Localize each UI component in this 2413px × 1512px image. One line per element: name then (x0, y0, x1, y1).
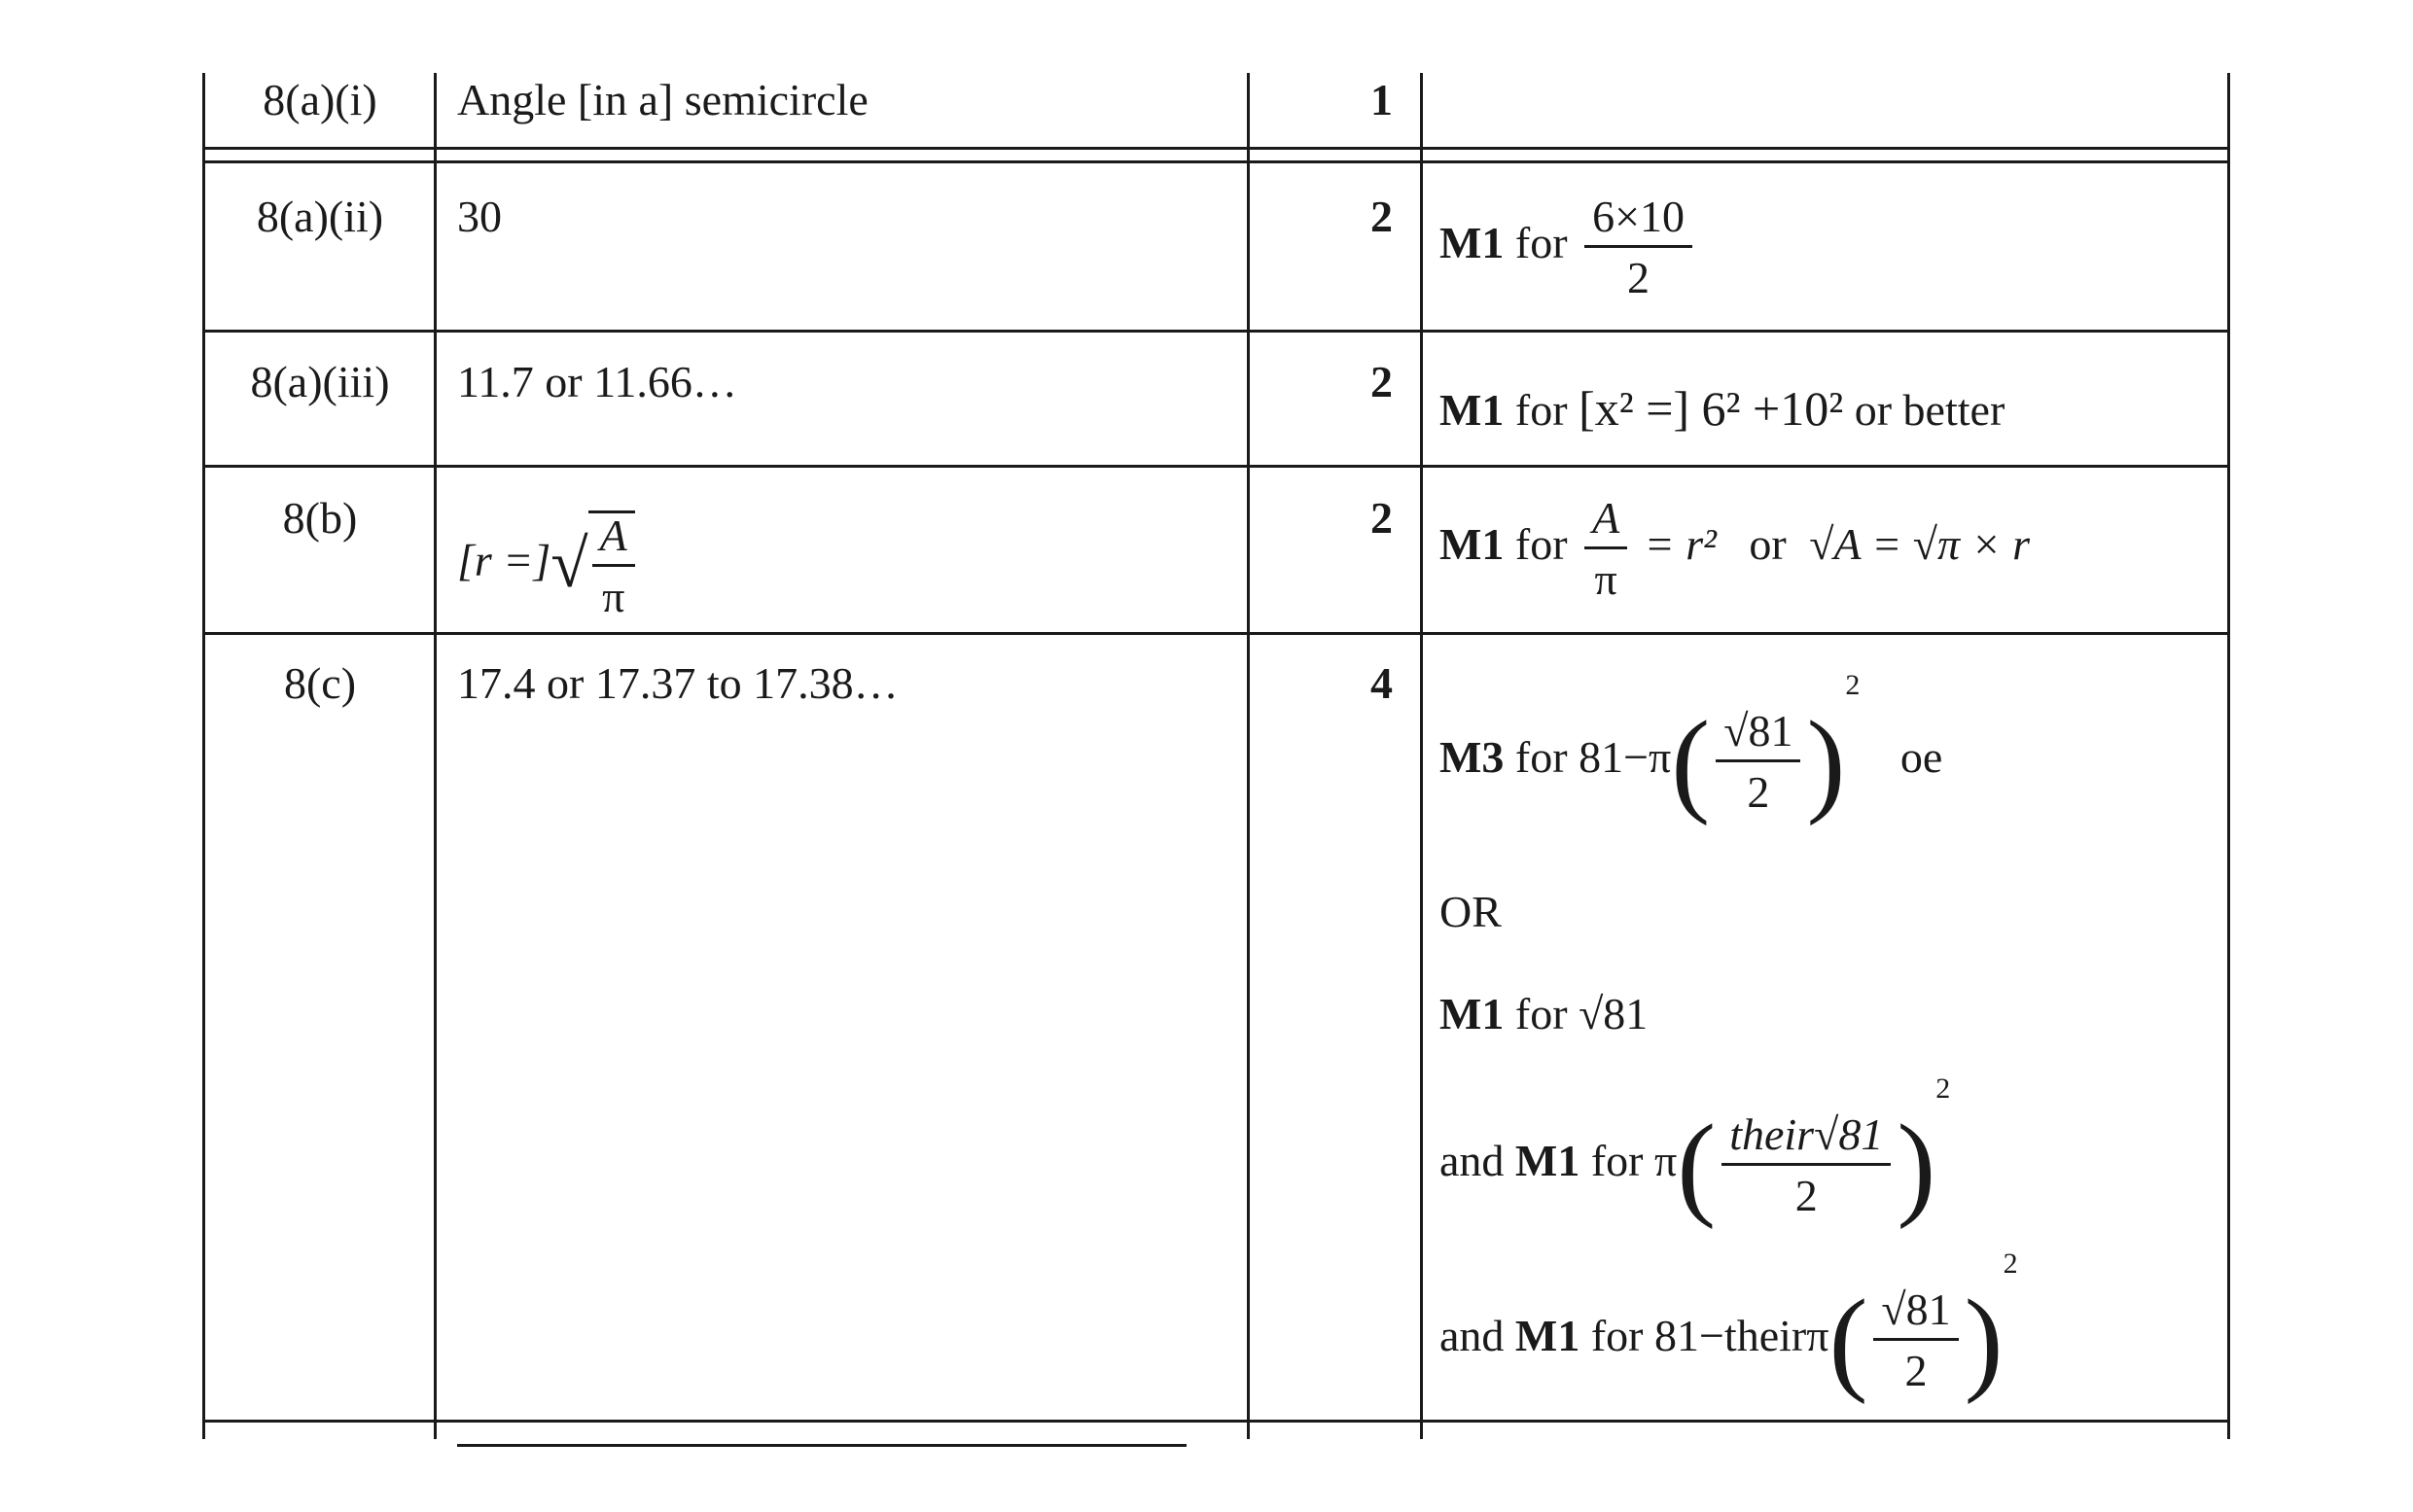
mark-8aii: 2 (1370, 192, 1393, 241)
row-divider-1a (202, 147, 2230, 150)
mark-8c: 4 (1370, 658, 1393, 708)
row-divider-1b (202, 160, 2230, 163)
answer-8ai: Angle [in a] semicircle (457, 75, 869, 124)
for-text: for (1514, 519, 1568, 570)
fraction (1721, 1108, 1891, 1220)
row-divider-2 (202, 330, 2230, 333)
guidance-8c-m1c (1439, 1248, 2018, 1405)
left-paren: ( (1677, 1100, 1717, 1230)
fraction-denominator: 2 (1794, 1170, 1818, 1220)
answer-8aii: 30 (457, 192, 502, 241)
exponent: 2 (2003, 1248, 2018, 1280)
guidance-8c-m1b (1439, 1072, 1951, 1230)
radicand-denominator: π (602, 572, 625, 621)
method-mark: M1 (1514, 1311, 1580, 1360)
expression-lead: 81−theirπ (1653, 1311, 1829, 1360)
answer-8c: 17.4 or 17.37 to 17.38… (457, 658, 899, 708)
fraction (1584, 493, 1627, 604)
row-divider-5 (202, 1420, 2230, 1423)
expression: √81 (1579, 989, 1649, 1038)
or-separator: OR (1439, 887, 1502, 936)
guidance-8aiii (1439, 381, 2005, 436)
or-text: or (1749, 519, 1787, 570)
method-mark: M1 (1439, 385, 1505, 435)
method-mark: M3 (1439, 732, 1505, 782)
left-paren: ( (1671, 696, 1711, 826)
radical-sign: √ (550, 527, 588, 602)
expression: [x² =] 6² +10² (1579, 381, 1844, 436)
question-8ai: 8(a)(i) (263, 75, 377, 124)
method-mark: M1 (1439, 989, 1505, 1038)
answer-8aiii: 11.7 or 11.66… (457, 357, 737, 406)
fraction-numerator: √81 (1873, 1287, 1958, 1341)
fraction-denominator: 2 (1904, 1345, 1928, 1395)
fraction (1584, 194, 1692, 300)
fraction-numerator: √81 (1716, 709, 1800, 762)
mark-8ai: 1 (1370, 75, 1393, 124)
column-divider-3 (1420, 73, 1423, 1439)
guidance-8c-m1a (1439, 989, 1649, 1038)
exponent: 2 (1845, 669, 1861, 701)
question-8c: 8(c) (283, 658, 357, 708)
guidance-8b (1439, 493, 2031, 604)
fraction (1716, 705, 1800, 817)
for-text: for (1514, 732, 1568, 782)
answer-8b (457, 510, 641, 619)
expression-lead: 81−π (1579, 732, 1672, 782)
left-paren: ( (1828, 1275, 1868, 1405)
for-text: for (1590, 1136, 1644, 1185)
right-paren: ) (1806, 696, 1846, 826)
mark-8aiii: 2 (1370, 357, 1393, 406)
right-paren: ) (1897, 1100, 1936, 1230)
question-8aiii: 8(a)(iii) (250, 357, 390, 406)
column-divider-1 (434, 73, 437, 1439)
fraction (1873, 1283, 1958, 1395)
for-text: for (1514, 989, 1568, 1038)
row-divider-4 (202, 632, 2230, 635)
method-mark: M1 (1514, 1136, 1580, 1185)
fraction-numerator: 6×10 (1584, 194, 1692, 248)
guidance-8aii (1439, 194, 1698, 300)
and-text: and (1439, 1136, 1505, 1185)
right-paren: ) (1964, 1275, 2004, 1405)
row-divider-3 (202, 465, 2230, 468)
alternative-expression: √A = √π × r (1809, 519, 2031, 570)
guidance-8c-m3 (1439, 669, 1943, 826)
expression-lead: π (1653, 1136, 1678, 1185)
radicand-numerator: A (592, 513, 635, 567)
fraction-denominator: π (1594, 554, 1617, 604)
fraction-denominator: 2 (1627, 253, 1650, 302)
radicand-fraction (588, 510, 635, 619)
mark-8b: 2 (1370, 493, 1393, 543)
question-8aii: 8(a)(ii) (256, 192, 384, 241)
question-8b: 8(b) (282, 493, 358, 543)
fraction-numerator: A (1584, 496, 1627, 549)
answer-prefix: [r =] (457, 535, 551, 585)
suffix-text: or better (1854, 385, 2005, 435)
method-mark: M1 (1439, 519, 1505, 570)
fraction-numerator: their√81 (1721, 1112, 1891, 1166)
for-text: for (1514, 218, 1568, 268)
fraction-denominator: 2 (1747, 766, 1770, 817)
and-text: and (1439, 1311, 1505, 1360)
column-divider-2 (1247, 73, 1250, 1439)
table-border-left (202, 73, 205, 1439)
table-border-right (2227, 73, 2230, 1439)
method-mark: M1 (1439, 218, 1505, 268)
rhs-expression: = r² (1644, 519, 1717, 570)
for-text: for (1514, 385, 1568, 435)
for-text: for (1590, 1311, 1644, 1360)
exponent: 2 (1935, 1072, 1951, 1105)
partial-underline (457, 1444, 1187, 1447)
oe-text: oe (1899, 732, 1943, 782)
